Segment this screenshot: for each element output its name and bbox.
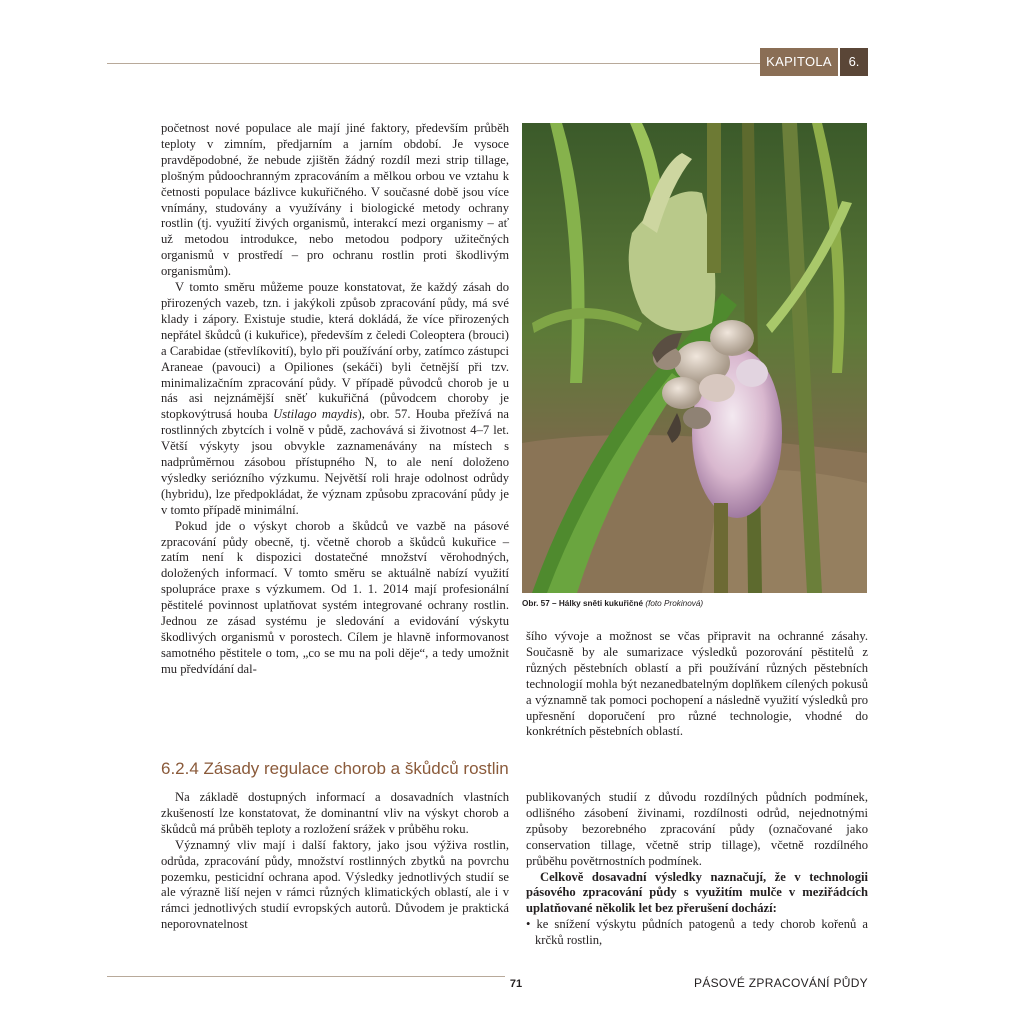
page-number: 71 [509,978,523,990]
paragraph: Na základě dostupných informací a dosavadních vlastních zkušeností lze konstatovat, že dominantní vliv na výskyt chorob a škůdců má průběh teploty a rozložení srážek v průběhu roku. [161,790,509,836]
section-heading: 6.2.4 Zásady regulace chorob a škůdců rostlin [161,759,509,778]
figure-photo-corn-smut [522,123,867,593]
paragraph: V tomto směru můžeme pouze konstatovat, že každý zásah do přirozených vazeb, tzn. i jakýkoli způsob zpracování půdy, má své klady i zápory. Existuje studie, která dokládá, že více přirozených nepřátel škůdců (i kukuřice), především z čeledi Coleoptera (brouci) a Carabidae (střevlíkovití), bylo při používání orby, zatímco zástupci Araneae (pavouci) a Opiliones (sekáči) byli četnější při tzv. minimalizačním zpracování půdy. V případě původců chorob je u nás asi nejznámější sněť kukuřičná (původcem choroby je stopkovýtrusá houba Ustilago maydis), obr. 57. Houba přežívá na rostlinných zbytcích i volně v půdě, zachovává si životnost 4–7 let. Větší výskyty jsou obvykle zaznamenávány na místech s nadprůměrnou zásobou přístupného N, to ale není doloženo výsledky seriózního výzkumu. Největší roli hraje odolnost odrůdy (hybridu), lze předpokládat, že význam způsobu zpracování půdy je v tomto případě minimální. [161,280,509,517]
figure-credit: (foto Prokinová) [645,599,704,608]
paragraph: Pokud jde o výskyt chorob a škůdců ve vazbě na pásové zpracování půdy obecně, tj. včetně chorob a škůdců kukuřice – zatím není k dispozici dostatečné množství věrohodných, doložených informací. V tomto směru se aktuálně nabízí využití spolupráce praxe s výzkumem. Od 1. 1. 2014 mají profesionální pěstitelé povinnost uplatňovat systém integrované ochrany rostlin. Jednou ze zásad systému je sledování a evidování výskytu škodlivých organismů v porostech. Cílem je hlavně informovanost samotného pěstitele o tom, „co se mu na poli děje“, a tedy umožnit mu předvídání dal- [161,518,509,676]
footer-rule [107,976,505,977]
paragraph: publikovaných studií z důvodu rozdílných půdních podmínek, odlišného zásobení živinami, rozdílnosti odrůd, nejednotnými způsoby bezorebného zpracování půdy (označované jako conservation tillage, včetně strip tillage), včetně rozdílného průběhu povětrnostních podmínek. [526,790,868,868]
bullet-item: • ke snížení výskytu půdních patogenů a tedy chorob kořenů a krčků rostlin, [526,917,868,948]
figure-number: Obr. 57 – Hálky sněti kukuřičné [522,599,644,608]
figure-caption [522,599,703,608]
paragraph: početnost nové populace ale mají jiné faktory, především průběh teploty v zimním, předjarním a jarním období. Je vysoce pravděpodobné, že nebude zjištěn žádný rozdíl mezi strip tillage, plošným půdoochranným zpracováním a mělkou orbou ve vztahu k četnosti populace bázlivce kukuřičného. V současné době jsou více vnímány, studovány a využívány i biologické metody ochrany rostlin (tj. využití živých organismů, interakcí mezi organismy – ať už metodou introdukce, nebo metodou podpory užitečných organismů v prostředí – pro ochranu rostlin proti škodlivým organismům). [161,121,509,279]
chapter-label: KAPITOLA [760,48,838,76]
running-title: PÁSOVÉ ZPRACOVÁNÍ PŮDY [694,976,868,990]
right-column-top [526,629,868,740]
paragraph-bold: Celkově dosavadní výsledky naznačují, že v technologii pásového zpracování půdy s využitím mulče v meziřádcích uplatňované několik let bez přerušení dochází: [526,869,868,916]
paragraph: šího vývoje a možnost se včas připravit na ochranné zásahy. Současně by ale sumarizace výsledků pozorování pěstitelů z různých pěstebních oblastí a při používání různých pěstebních technologií mohla být nezanedbatelným doplňkem cílených pokusů a významně tak pomoci pochopení a následně využití výsledků pro upřesnění doporučení pro různé technologie, vhodné do konkrétních pěstebních oblastí. [526,629,868,739]
left-column-bottom [161,790,509,933]
left-column-top [161,121,509,678]
chapter-number: 6. [840,48,868,76]
paragraph: Významný vliv mají i další faktory, jako jsou výživa rostlin, odrůda, zpracování půdy, množství rostlinných zbytků na povrchu pozemku, pesticidní ochrana apod. Výsledky jednotlivých studií se ale výrazně liší nejen v rámci různých klimatických oblastí, ale i v rámci jednotlivých studií evropských autorů. Důvodem je praktická neporovnatelnost [161,837,509,932]
header-rule [107,63,760,64]
right-column-bottom [526,790,868,949]
